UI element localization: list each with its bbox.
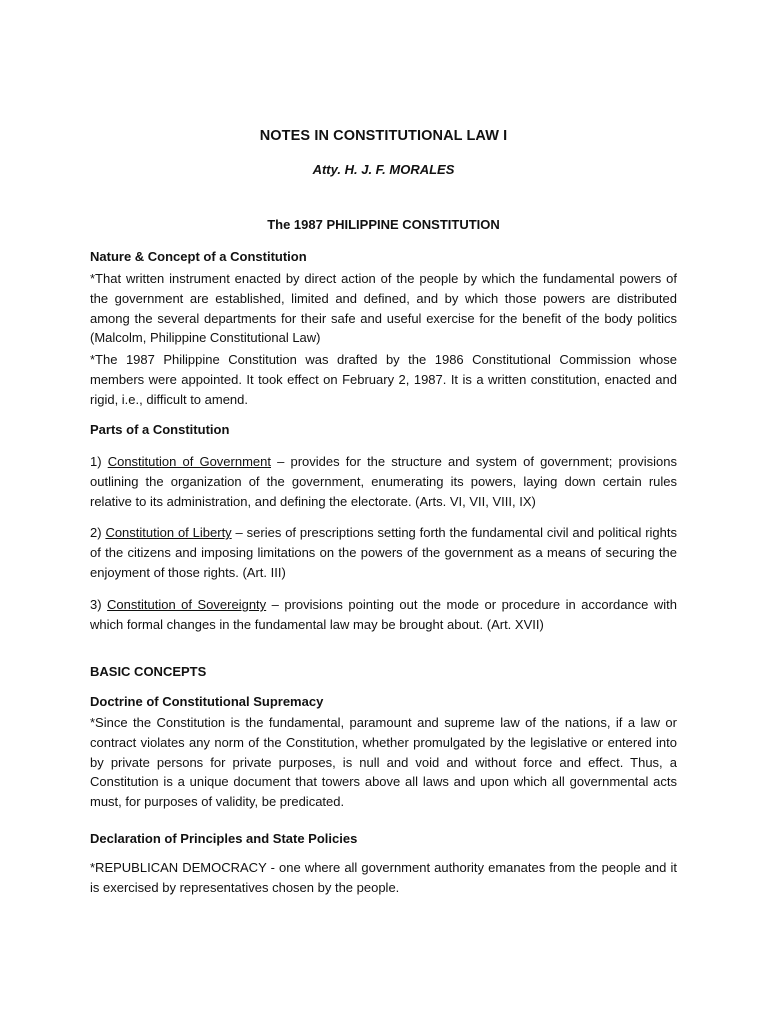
parts-item-1-term: Constitution of Government <box>107 454 271 469</box>
nature-paragraph-2: *The 1987 Philippine Constitution was drafted by the 1986 Constitutional Commission whose members were appointed. It took effect on February 2, 1987. It is a written constitution, enacted and rigid, i.e., difficult to amend. <box>90 352 677 407</box>
nature-paragraph-1: *That written instrument enacted by direct action of the people by which the fundamental powers of the government are established, limited and defined, and by which those powers are distributed among the several departments for their safe and useful exercise for the benefit of the body politics (Malcolm, Philippine Constitutional Law) <box>90 271 677 346</box>
parts-item-1 <box>90 452 677 511</box>
parts-item-2-text: – series of prescriptions setting forth the fundamental civil and political rights of the citizens and imposing limitations on the powers of the government as a means of securing the enjoyment of those rights. (Art. III) <box>90 525 677 580</box>
parts-item-3-term: Constitution of Sovereignty <box>107 597 267 612</box>
basic-concepts-heading: BASIC CONCEPTS <box>90 664 207 679</box>
section-title: The 1987 PHILIPPINE CONSTITUTION <box>267 217 500 232</box>
parts-item-2-term: Constitution of Liberty <box>105 525 232 540</box>
nature-heading: Nature & Concept of a Constitution <box>90 249 307 264</box>
parts-item-3 <box>90 595 677 635</box>
document-title: NOTES IN CONSTITUTIONAL LAW I <box>259 128 508 144</box>
parts-item-1-number: 1) <box>90 454 108 469</box>
parts-item-3-number: 3) <box>90 597 108 612</box>
doctrine-heading: Doctrine of Constitutional Supremacy <box>90 694 324 709</box>
parts-item-2 <box>90 523 677 582</box>
parts-item-3-text: – provisions pointing out the mode or procedure in accordance with which formal changes in the fundamental law may be brought about. (Art. XVII) <box>90 597 678 632</box>
declaration-heading: Declaration of Principles and State Policies <box>90 831 358 846</box>
parts-item-2-number: 2) <box>90 525 106 540</box>
parts-heading: Parts of a Constitution <box>90 422 230 437</box>
parts-item-1-text: – provides for the structure and system of government; provisions outlining the organization of the government, enumerating its powers, laying down certain rules relative to its administration, and defining the electorate. (Arts. VI, VII, VIII, IX) <box>90 454 678 509</box>
doctrine-paragraph: *Since the Constitution is the fundamental, paramount and supreme law of the nations, if a law or contract violates any norm of the Constitution, whether promulgated by the legislative or entered into by private persons for private purposes, is null and void and without force and effect. Thus, a Constitution is a unique document that towers above all laws and upon which all governmental acts must, for purposes of validity, be predicated. <box>90 715 677 810</box>
declaration-paragraph: *REPUBLICAN DEMOCRACY - one where all government authority emanates from the people and it is exercised by representatives chosen by the people. <box>90 860 677 895</box>
author-line: Atty. H. J. F. MORALES <box>312 162 455 177</box>
